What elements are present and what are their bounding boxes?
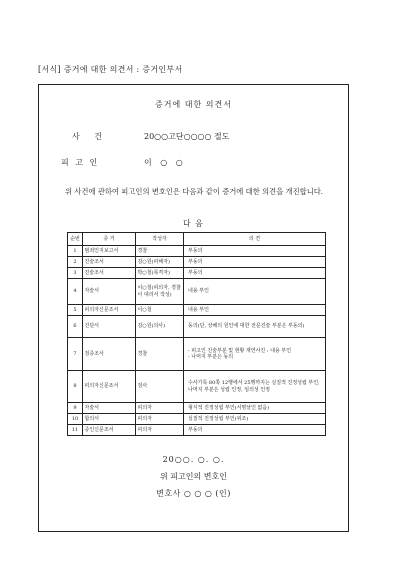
table-row bbox=[68, 257, 326, 268]
row-no: 7 bbox=[68, 338, 83, 371]
header-opinion: 의 견 bbox=[184, 233, 326, 246]
table-row bbox=[68, 305, 326, 316]
row-opinion: 내용 부인 bbox=[184, 279, 326, 305]
case-value: 20○○고단○○○○ 절도 bbox=[144, 132, 230, 141]
row-author: 김○원(의사) bbox=[136, 316, 184, 338]
row-evidence: 진술조서 bbox=[83, 268, 136, 279]
row-author: 이○철 bbox=[136, 305, 184, 316]
row-opinion: 부동의 bbox=[184, 257, 326, 268]
defendant-line bbox=[61, 157, 186, 168]
table-row bbox=[68, 403, 326, 414]
row-author: 피의자 bbox=[136, 403, 184, 414]
row-opinion: 수사기록 80쪽 12행에서 25행까지는 실질적 진정성립 부인, 나머지 부분은 성립 인정, 임의성 인정 bbox=[184, 371, 326, 403]
row-no: 9 bbox=[68, 403, 83, 414]
row-evidence: 진단서 bbox=[83, 316, 136, 338]
header-evidence: 증 거 bbox=[83, 233, 136, 246]
row-opinion: 동의(단, 상해의 원인에 대한 전문진술 부분은 부동의) bbox=[184, 316, 326, 338]
row-no: 10 bbox=[68, 414, 83, 425]
row-opinion: 부동의 bbox=[184, 268, 326, 279]
row-opinion: 부동의 bbox=[184, 246, 326, 257]
defendant-label: 피 고 인 bbox=[61, 158, 100, 167]
row-author: 피의자 bbox=[136, 414, 184, 425]
row-no: 11 bbox=[68, 425, 83, 436]
row-evidence: 검증조서 bbox=[83, 338, 136, 371]
header-no: 순번 bbox=[68, 233, 83, 246]
row-opinion: 형식적 진정성립 부인(서명날인 없음) bbox=[184, 403, 326, 414]
row-author: 검사 bbox=[136, 371, 184, 403]
footer-counsel-line: 위 피고인의 변호인 bbox=[160, 472, 227, 481]
table-row bbox=[68, 371, 326, 403]
case-label: 사 건 bbox=[72, 132, 108, 141]
row-no: 4 bbox=[68, 279, 83, 305]
row-opinion: 내용 부인 bbox=[184, 305, 326, 316]
row-evidence: 진술조서 bbox=[83, 257, 136, 268]
table-row bbox=[68, 246, 326, 257]
document-title: 증거에 대한 의견서 bbox=[155, 100, 232, 109]
row-no: 6 bbox=[68, 316, 83, 338]
header-author: 작성자 bbox=[136, 233, 184, 246]
table-row bbox=[68, 338, 326, 371]
defendant-value: 이 ○ ○ bbox=[144, 158, 186, 167]
table-row bbox=[68, 279, 326, 305]
row-evidence: 합의서 bbox=[83, 414, 136, 425]
row-no: 5 bbox=[68, 305, 83, 316]
footer-signature: 변호사 ○ ○ ○ (인) bbox=[156, 489, 231, 498]
row-author: 경찰 bbox=[136, 246, 184, 257]
row-author: 박○철(목격자) bbox=[136, 268, 184, 279]
intro-paragraph: 위 사건에 관하여 피고인의 변호인은 다음과 같이 증거에 대한 의견을 개진합니다. bbox=[65, 187, 324, 196]
row-author: 경찰 bbox=[136, 338, 184, 371]
row-no: 8 bbox=[68, 371, 83, 403]
row-evidence: 피의자신문조서 bbox=[83, 305, 136, 316]
table-caption: 다 음 bbox=[183, 219, 204, 228]
table-row bbox=[68, 268, 326, 279]
footer-date: 20○○. ○. ○. bbox=[162, 455, 225, 464]
row-opinion: 실질적 진정성립 부인(위조) bbox=[184, 414, 326, 425]
document-frame bbox=[38, 84, 349, 532]
table-row bbox=[68, 316, 326, 338]
row-author: 피의자 bbox=[136, 425, 184, 436]
case-line bbox=[72, 131, 230, 142]
row-evidence: 증인신문조서 bbox=[83, 425, 136, 436]
row-author: 이○철(피의자, 경찰이 대리서 작성) bbox=[136, 279, 184, 305]
row-opinion: 부동의 bbox=[184, 425, 326, 436]
table-row bbox=[68, 414, 326, 425]
row-evidence: 자술서 bbox=[83, 279, 136, 305]
row-no: 3 bbox=[68, 268, 83, 279]
form-heading: [서식] 증거에 대한 의견서 : 증거인부서 bbox=[38, 65, 183, 74]
row-evidence: 범죄인지보고서 bbox=[83, 246, 136, 257]
row-no: 1 bbox=[68, 246, 83, 257]
row-author: 김○원(피해자) bbox=[136, 257, 184, 268]
row-no: 2 bbox=[68, 257, 83, 268]
row-opinion: - 피고인 진술부분 및 현황 재연사진 : 내용 부인 - 나머지 부분은 동의 bbox=[184, 338, 326, 371]
table-row bbox=[68, 425, 326, 436]
evidence-table bbox=[67, 232, 326, 436]
table-header-row bbox=[68, 233, 326, 246]
row-evidence: 자술서 bbox=[83, 403, 136, 414]
row-evidence: 피의자신문조서 bbox=[83, 371, 136, 403]
